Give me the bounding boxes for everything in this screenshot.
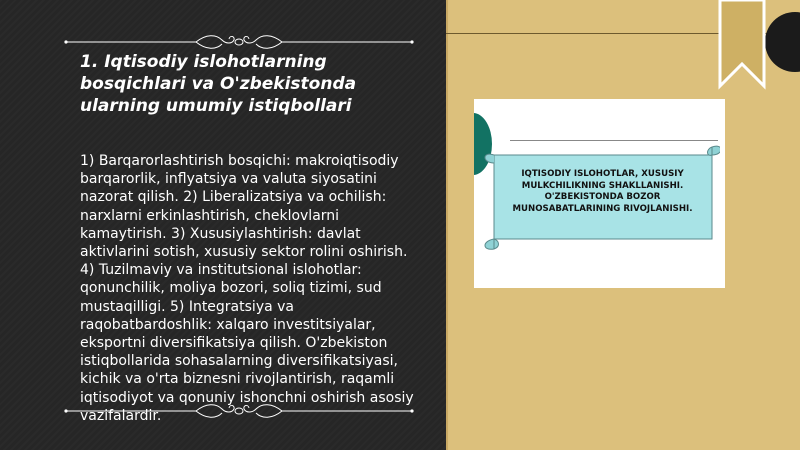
slide-thumbnail[interactable] bbox=[474, 99, 725, 288]
slide-title: 1. Iqtisodiy islohotlarning bosqichlari va O'zbekistonda ularning umumiy istiqbollari bbox=[80, 52, 357, 116]
ornament-divider-icon bbox=[64, 402, 414, 420]
slide-body-text: 1) Barqarorlashtirish bosqichi: makroiqtisodiy barqarorlik, inflyatsiya va valuta siyosatini nazorat qilish. 2) Liberalizatsiya va ochilish: narxlarni erkinlashtirish, cheklovlarni kamaytirish. 3) Xususiylashtirish: davlat aktivlarini sotish, xususiy sektor rolini oshirish. 4) Tuzilmaviy va institutsional islohotlar: qonunchilik, moliya bozori, soliq tizimi, sud mustaqilligi. 5) Integratsiya va raqobatbardoshlik: xalqaro investitsiyalar, eksportni diversifikatsiya qilish. O'zbekiston istiqbollarida sohasalarning diversifikatsiyasi, kichik va o'rta biznesni rivojlantirish, raqamli iqtisodiyot va qonuniy ishonchni oshirish asosiy vazifalardir. bbox=[80, 153, 414, 424]
ornament-divider-icon bbox=[64, 33, 414, 51]
panel-edge bbox=[446, 0, 448, 450]
scroll-banner-text: IQTISODIY ISLOHOTLAR, XUSUSIY MULKCHILIKNING SHAKLLANISHI. O'ZBEKISTONDA BOZOR MUNOSABATLARINING RIVOJLANISHI. bbox=[512, 169, 693, 214]
bookmark-ribbon-icon bbox=[714, 0, 770, 90]
thumbnail-rule bbox=[510, 140, 718, 141]
